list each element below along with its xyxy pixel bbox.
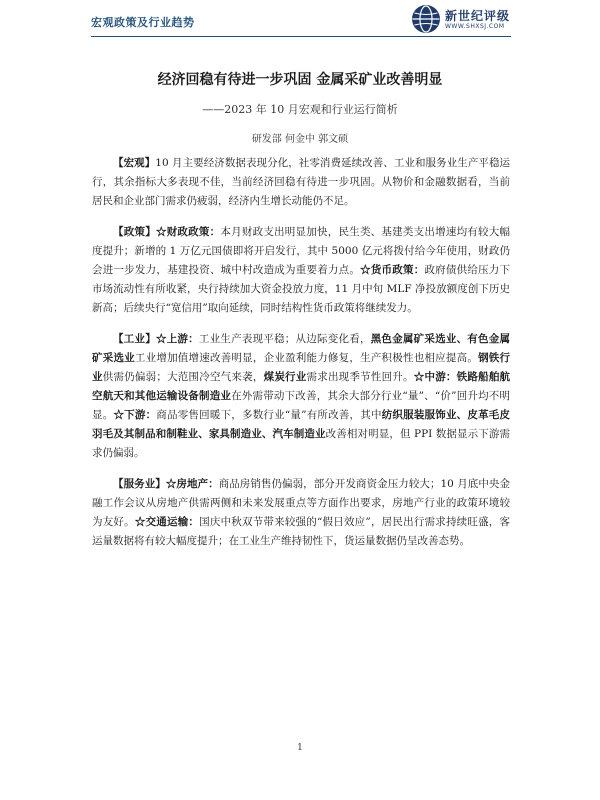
upstream-highlight-1: 黑色金属矿采选业、有色金属矿采选业 [92,333,511,364]
upstream-highlight-2: 钢铁行业 [92,352,511,383]
midstream-highlight: 铁路船舶航空航天和其他运输设备制造业 [92,371,511,402]
downstream-highlight: 纺织服装服饰业、皮革毛皮羽毛及其制品和制鞋业、家具制造业、汽车制造业 [92,409,511,440]
page-number: 1 [297,743,303,753]
downstream-text-1: 商品零售回暖下，多数行业“量”有所改善，其中 [156,409,382,421]
upstream-text-1: 工业生产表现平稳；从边际变化看， [198,333,371,345]
monetary-policy-label: ☆货币政策： [360,264,425,276]
logo-url: WWW.SHXSJ.COM [445,23,505,30]
report-body [92,154,510,563]
company-logo [411,4,521,36]
real-estate-text: 商品房销售仍偏弱，部分开发商资金压力较大；10 月底中央金融工作会议从房地产供需两侧和未来发展重点等方面作出要求，房地产行业的政策环境较为友好。 [92,478,510,528]
monetary-policy-text: 政府债供给压力下市场流动性有所收紧，央行持续加大资金投放力度，11 月中旬 MLF 净投放额度创下历史新高；后续央行“宽信用”取向延续，同时结构性货币政策将继续发力。 [92,264,511,314]
macro-text: 10 月主要经济数据表现分化，社零消费延续改善、工业和服务业生产平稳运行，其余指标大多表现不佳，当前经济回稳有待进一步巩固。从物价和金融数据看，当前居民和企业部门需求仍疲弱，经济内生增长动能仍不足。 [92,157,511,207]
transport-label: ☆交通运输： [134,516,200,528]
macro-paragraph [92,154,510,211]
downstream-label: ☆下游： [113,409,157,421]
globe-logo-icon [411,4,441,34]
transport-text: 国庆中秋双节带来较强的“假日效应”，居民出行需求持续旺盛，客运量数据将有较大幅度提升；在工业生产维持韧性下，货运量数据仍呈改善态势。 [92,516,511,547]
services-tag: 【服务业】 [113,478,166,490]
upstream-text-2: 工业增加值增速改善明显，企业盈利能力修复，生产积极性也相应提高。 [134,352,479,364]
fiscal-policy-label: ☆财政政策： [155,226,221,238]
fiscal-policy-text: 本月财政支出明显加快，民生类、基建类支出增速均有较大幅度提升；新增的 1 万亿元国债即将开启发行，其中 5000 亿元将拨付给今年使用，财政仍会进一步发力，基建投资、城中村改造成为重要着力点。 [92,226,511,276]
logo-name: 新世纪评级 [445,9,511,23]
real-estate-label: ☆房地产： [165,478,219,490]
policy-tag: 【政策】 [113,226,156,238]
services-paragraph [92,475,510,551]
midstream-label: ☆中游： [413,371,457,383]
upstream-text-3: 供需仍偏弱；大范围冷空气来袭， [102,371,264,383]
upstream-label: ☆上游： [155,333,199,345]
document-title: 经济回稳有待进一步巩固 金属采矿业改善明显 [157,72,443,88]
midstream-text: 在外需带动下改善，其余大部分行业“量”、“价”回升均不明显。 [92,390,510,421]
header-divider [91,36,511,37]
upstream-highlight-3: 煤炭行业 [263,371,307,383]
industry-paragraph [92,330,510,463]
macro-tag: 【宏观】 [113,157,156,169]
page-header [0,0,600,40]
header-title: 宏观政策及行业趋势 [91,16,195,29]
downstream-text-2: 改善相对明显，但 PPI 数据显示下游需求仍偏弱。 [92,428,511,459]
document-authors: 研发部 何金中 郭文硕 [251,134,349,145]
document-subtitle: ——2023 年 10 月宏观和行业运行简析 [202,103,398,116]
industry-tag: 【工业】 [113,333,156,345]
upstream-text-4: 需求出现季节性回升。 [306,371,414,383]
policy-paragraph [92,223,510,318]
